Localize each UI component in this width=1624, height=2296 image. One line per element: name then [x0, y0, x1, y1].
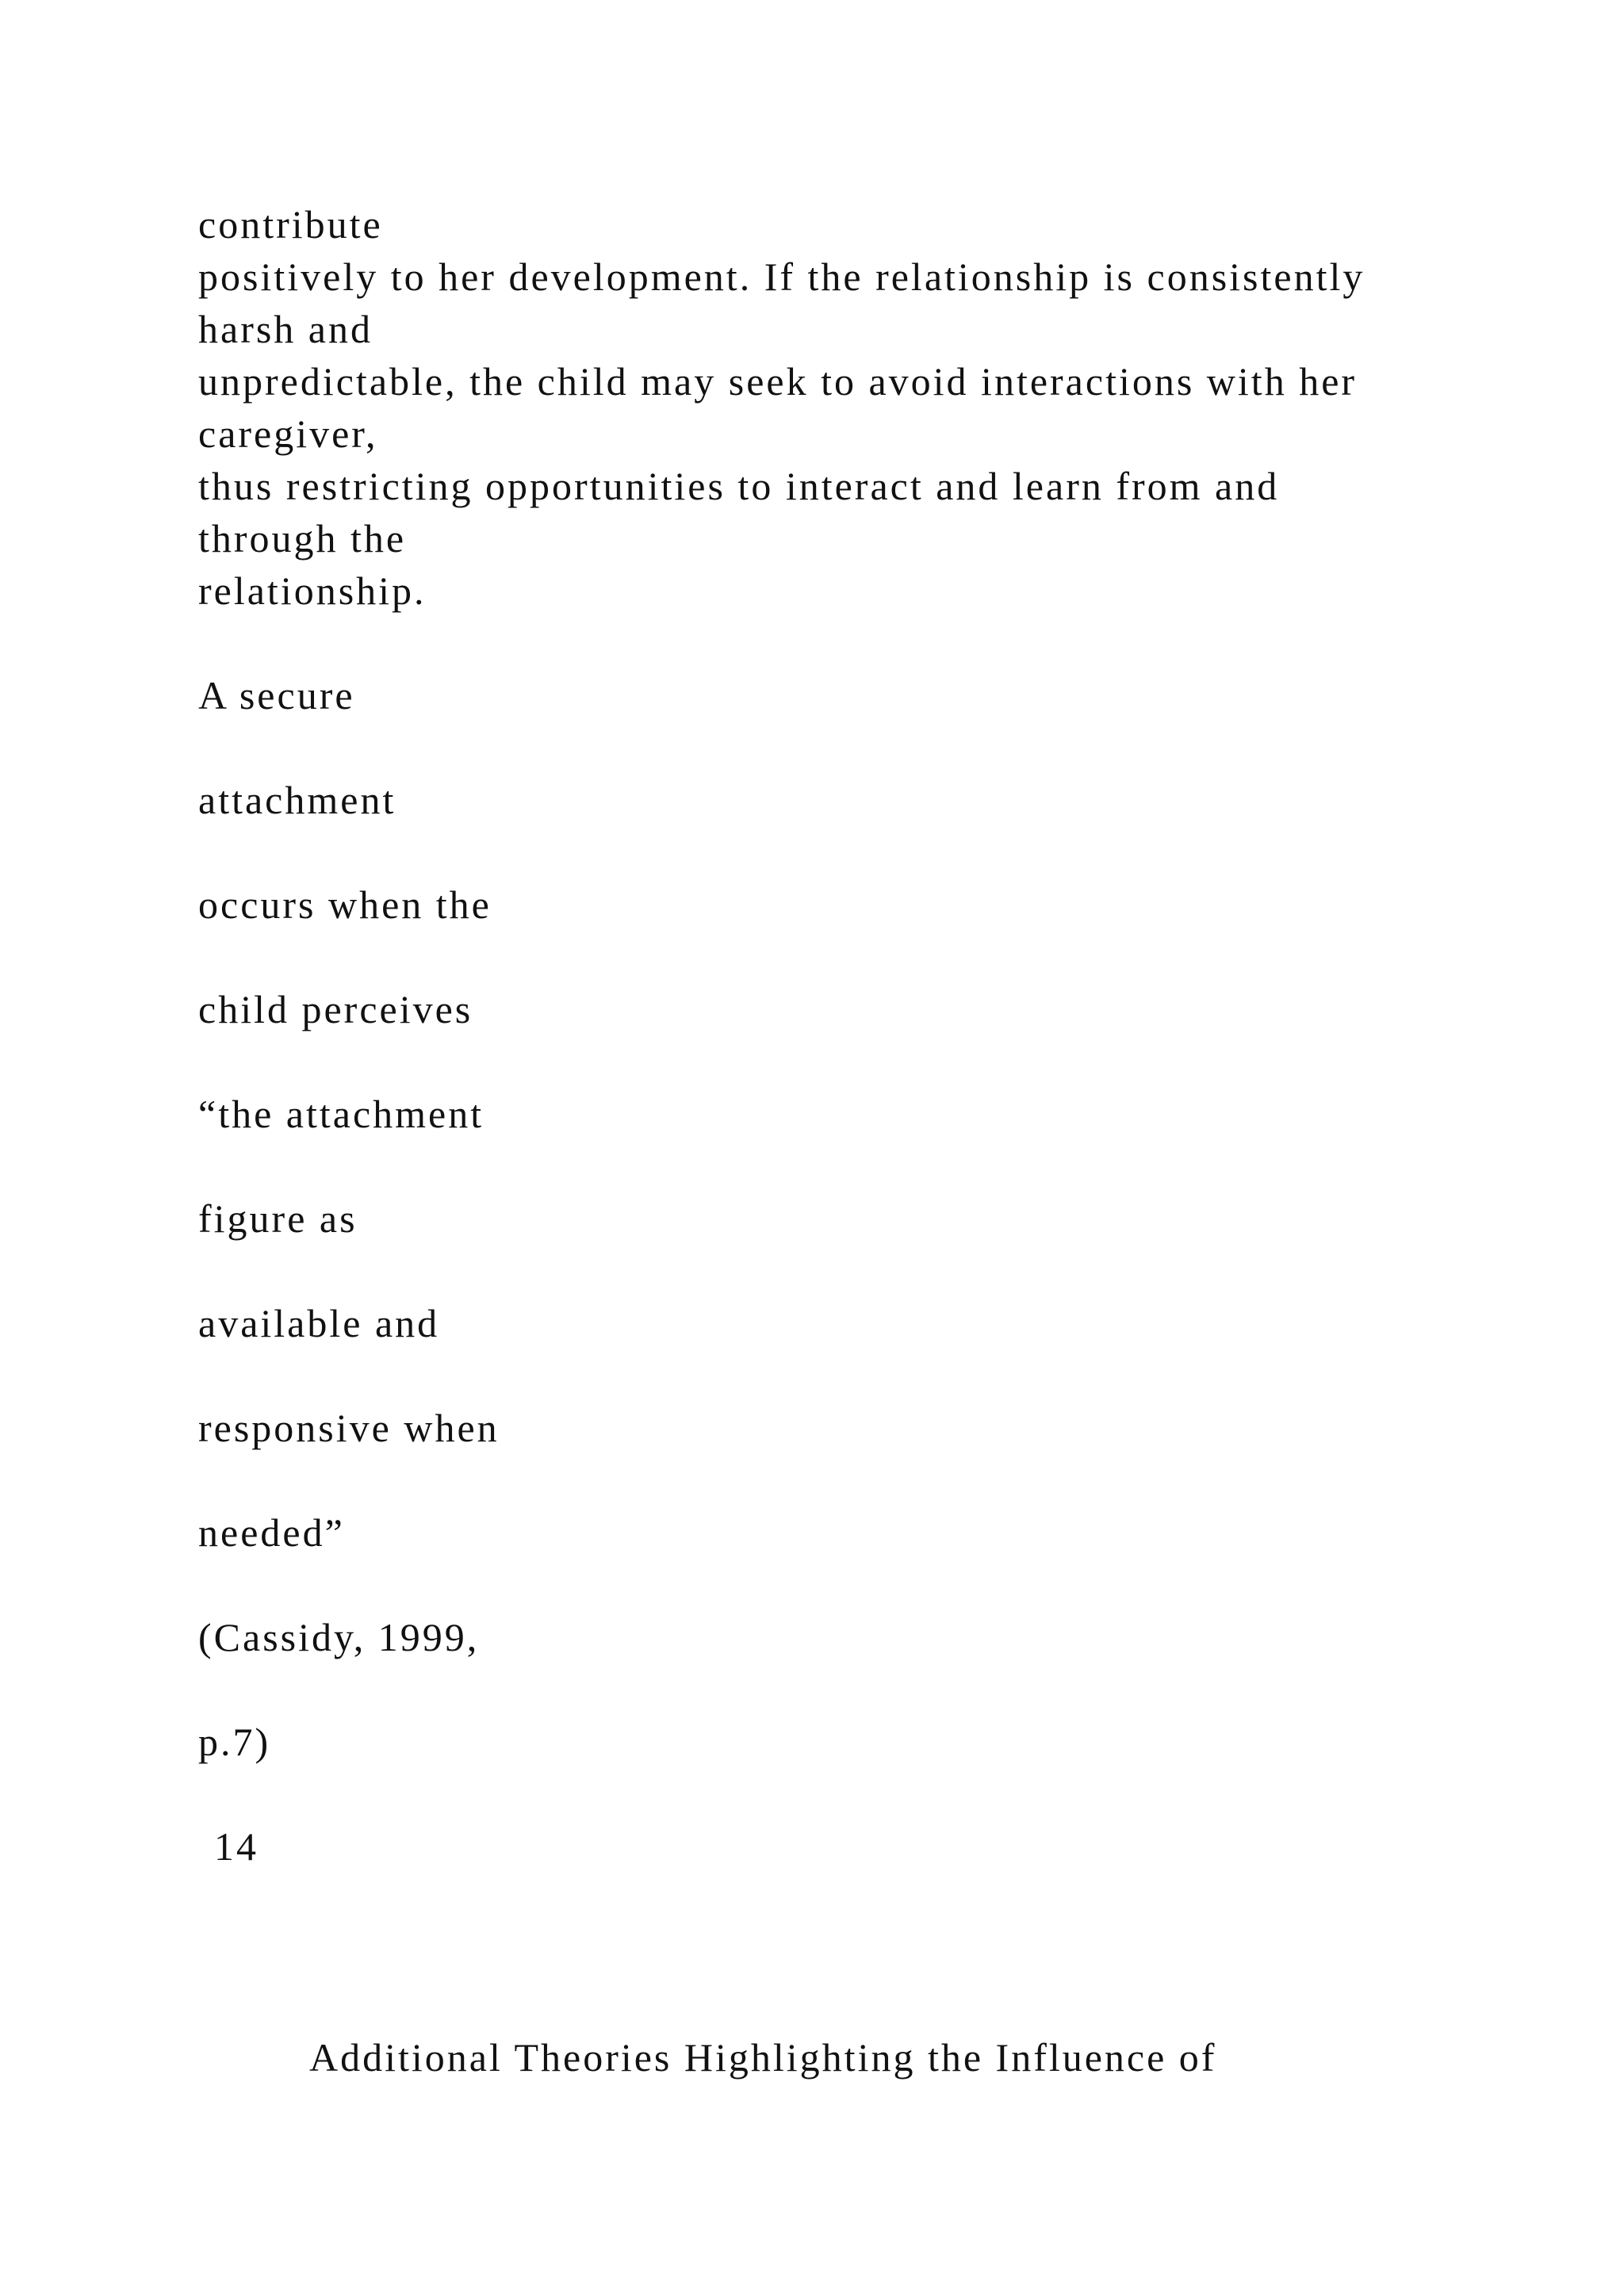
pullquote-line: responsive when [198, 1406, 500, 1450]
pullquote-line: attachment [198, 778, 396, 822]
paragraph-line: through the [198, 516, 407, 561]
paragraph-line: relationship. [198, 568, 427, 613]
pullquote-line: available and [198, 1301, 440, 1345]
paragraph-line: unpredictable, the child may seek to avoid interactions with her [198, 359, 1358, 404]
pullquote-line: figure as [198, 1196, 358, 1241]
section-heading: Additional Theories Highlighting the Influence of [309, 2035, 1217, 2080]
paragraph-line: contribute [198, 202, 383, 247]
pullquote-line: (Cassidy, 1999, [198, 1615, 480, 1659]
pullquote-line: p.7) [198, 1720, 271, 1764]
pullquote-line: child perceives [198, 987, 473, 1031]
pullquote-line: needed” [198, 1510, 345, 1555]
paragraph-line: thus restricting opportunities to interact and learn from and [198, 464, 1280, 508]
pullquote-line: occurs when the [198, 882, 492, 927]
pullquote-line: A secure [198, 673, 355, 718]
pullquote-line: “the attachment [198, 1092, 485, 1136]
paragraph-line: harsh and [198, 307, 373, 351]
page-number: 14 [214, 1824, 259, 1869]
paragraph-line: positively to her development. If the relationship is consistently [198, 254, 1365, 299]
paragraph-line: caregiver, [198, 411, 378, 456]
